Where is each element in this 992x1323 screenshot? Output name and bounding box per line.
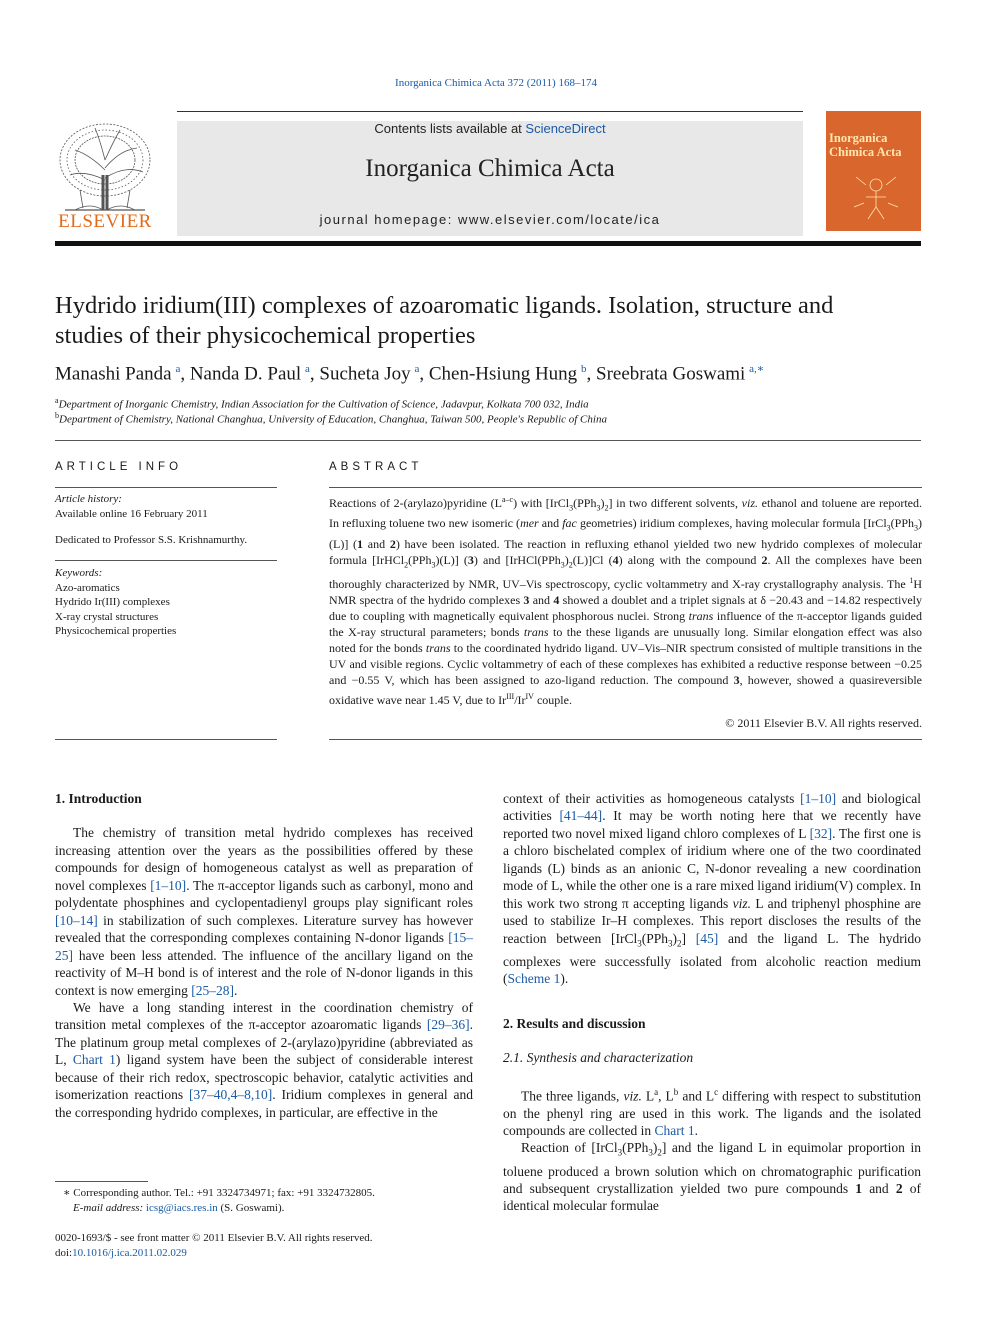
cover-artwork <box>846 167 906 222</box>
affiliation-text: Department of Inorganic Chemistry, Indian Association for the Cultivation of Science, Jadavpur, Kolkata 700 032, India <box>58 398 589 411</box>
sciencedirect-link[interactable]: ScienceDirect <box>525 121 606 136</box>
email-label: E-mail address: <box>73 1201 146 1214</box>
keywords-label: Keywords: <box>55 567 103 579</box>
email-suffix: (S. Goswami). <box>217 1201 285 1214</box>
article-info-heading: ARTICLE INFO <box>55 461 183 473</box>
cover-title <box>829 131 919 159</box>
masthead-bottom-rule <box>55 241 921 246</box>
footnote-rule <box>55 1181 148 1182</box>
author-affiliation-link[interactable]: a,∗ <box>749 363 765 375</box>
intro-paragraph-2-continued: context of their activities as homogeneous catalysts [1–10] and biological activities [41–44]. It may be worth noting here that we recently have reported two novel mixed ligand chloro complexes of L [32]. The first one is a chloro bischelated complex of iridium where one of the two coordinated ligands (L) binds as an anionic C, N-donor revealing a new coordination mode of L, while the other one is a rare mixed ligand iridium(V) complex. In this work two strong π accepting ligands viz. L and triphenyl phosphine are used to stabilize Ir–H complexes. This report discloses the results of the reaction between $[IrCl_3(PPh_3)_2]$ [45] and the ligand L. The hydrido complexes were successfully isolated from alcoholic reaction medium (Scheme 1). <box>503 791 921 987</box>
affiliation-marker: b <box>55 411 59 420</box>
author-name: Sucheta Joy <box>319 363 411 385</box>
homepage-prefix: journal homepage: <box>319 212 458 227</box>
spacer <box>55 807 473 824</box>
article-info-bottom-rule <box>55 739 277 740</box>
journal-cover-image <box>826 111 921 231</box>
affiliation-marker: a <box>55 396 59 405</box>
citation-link[interactable]: [29–36] <box>426 1017 470 1033</box>
journal-title: Inorganica Chimica Acta <box>365 155 615 182</box>
keywords-block <box>55 566 277 639</box>
cover-title-line-1: Inorganica <box>829 131 888 145</box>
dedication: Dedicated to Professor S.S. Krishnamurthy. <box>55 534 248 546</box>
abstract-heading: ABSTRACT <box>329 461 423 473</box>
citation-link[interactable]: [1–10] <box>150 877 187 893</box>
masthead-top-rule <box>177 111 803 112</box>
citation-link[interactable]: [32] <box>809 825 833 841</box>
introduction-heading: 1. Introduction <box>55 791 142 806</box>
doi-link[interactable]: 10.1016/j.ica.2011.02.029 <box>72 1246 187 1259</box>
article-history <box>55 492 277 521</box>
keyword-item: Hydrido Ir(III) complexes <box>55 596 170 608</box>
spacer <box>503 1032 921 1049</box>
citation-link[interactable]: [25–28] <box>191 982 234 998</box>
author-list: Manashi Panda $^a$, Nanda D. Paul $^a$, Sucheta Joy $^a$, Chen-Hsiung Hung $^b$, Sreebrata Goswami $^{a,∗}$ <box>55 363 765 385</box>
results-heading: 2. Results and discussion <box>503 1015 646 1031</box>
author-name: Chen-Hsiung Hung <box>428 363 578 385</box>
keyword-item: Physicochemical properties <box>55 625 177 637</box>
homepage-url[interactable]: www.elsevier.com/locate/ica <box>457 212 661 227</box>
spacer <box>503 1067 921 1084</box>
abstract-copyright: © 2011 Elsevier B.V. All rights reserved. <box>725 716 922 730</box>
doi-line <box>55 1246 475 1261</box>
synthesis-heading: 2.1. Synthesis and characterization <box>503 1050 694 1066</box>
cover-title-line-2: Chimica Acta <box>829 145 902 159</box>
citation-link[interactable]: [15–25] <box>55 930 473 963</box>
article-info-rule <box>55 487 277 488</box>
abstract-text: Reactions of 2-(arylazo)pyridine $(L^{a-c})$ with $[IrCl_3(PPh_3)_2]$ in two different solvents, viz. ethanol and toluene are reported. In refluxing toluene two new isomeric (mer and fac geometries) iridium complexes, having molecular formula [IrCl$_3$(PPh$_3$)(L)] (1 and 2) have been isolated. The reaction in refluxing ethanol yielded two new hydrido complexes of molecular formula [IrHCl$_2$(PPh$_3$)(L)] (3) and $[IrHCl(PPh_3)_2(L)]Cl$ (4) along with the compound 2. All the complexes have been thoroughly characterized by NMR, UV–Vis spectroscopy, cyclic voltammetry and X-ray crystallography analysis. The $^1$H NMR spectra of the hydrido complexes 3 and 4 showed a doublet and a triplet signals at δ −20.43 and −14.82 respectively due to coupling with magnetically equivalent phosphorous nuclei. Strong trans influence of the π-acceptor ligands guided the X-ray structural parameters; bonds trans to the these ligands are unusually long. Similar elongation effect was also noted for the bonds trans to the coordinated hydrido ligand. UV–Vis–NIR spectrum consisted of multiple transitions in the UV and visible regions. Cyclic voltammetry of each of these complexes has exhibited a reductive response between −0.25 and −0.55 V, which has been assigned to azo-ligand reduction. The compound 3, however, showed a quasireversible oxidative wave near 1.45 V, due to $Ir^{III}/Ir^{IV}$ couple. <box>329 495 923 707</box>
title-line-2: studies of their physicochemical properties <box>55 322 476 349</box>
journal-homepage <box>177 212 803 227</box>
author-affiliation-link[interactable]: b <box>581 363 587 375</box>
author-affiliation-link[interactable]: a <box>414 363 420 375</box>
affiliation-rule <box>55 440 921 441</box>
scheme-link[interactable]: Scheme 1 <box>507 971 561 987</box>
author-affiliation-link[interactable]: a <box>175 363 181 375</box>
body-left-column <box>55 790 473 1121</box>
journal-reference[interactable]: Inorganica Chimica Acta 372 (2011) 168–174 <box>395 77 597 89</box>
chart-link[interactable]: Chart 1 <box>72 1052 116 1068</box>
body-right-column <box>503 790 921 1215</box>
author-name: Nanda D. Paul <box>189 363 302 385</box>
keywords-rule <box>55 560 277 561</box>
article-history-label: Article history: <box>55 493 122 505</box>
front-matter-footnote <box>55 1231 475 1260</box>
issn-line: 0020-1693/$ - see front matter © 2011 Elsevier B.V. All rights reserved. <box>55 1232 373 1244</box>
contents-line <box>177 121 803 136</box>
citation-link[interactable]: [10–14] <box>55 912 98 928</box>
article-title <box>55 291 935 351</box>
affiliation-b <box>55 411 925 426</box>
chart-link[interactable]: Chart 1 <box>654 1122 695 1138</box>
affiliation-text: Department of Chemistry, National Changhua, University of Education, Changhua, Taiwan 500, People's Republic of China <box>59 413 607 426</box>
results-paragraph-1: The three ligands, viz. $L^a$, $L^b$ and $L^c$ differing with respect to substitution on the phenyl ring are used in this work. The ligands and the isolated compounds are collected in Chart 1. <box>503 1086 922 1138</box>
author-name: Manashi Panda <box>55 363 172 385</box>
corresponding-author: ∗ Corresponding author. Tel.: +91 3324734971; fax: +91 3324732805. <box>63 1187 375 1199</box>
intro-paragraph-2: We have a long standing interest in the coordination chemistry of transition metal complexes of the π-acceptor azoaromatic ligands [29–36]. The platinum group metal complexes of 2-(arylazo)pyridine (abbreviated as L, Chart 1) ligand system have been the subject of considerable interest because of their rich redox, spectroscopic behavior, catalytic activities and isomerization reactions [37–40,4–8,10]. Iridium complexes in general and the corresponding hydrido complexes, in particular, are effective in the <box>55 999 474 1120</box>
citation-link[interactable]: [1–10] <box>800 791 837 806</box>
keyword-item: Azo-aromatics <box>55 581 120 594</box>
contents-prefix: Contents lists available at <box>374 121 526 136</box>
email-link[interactable]: icsg@iacs.res.in <box>145 1201 218 1214</box>
corresponding-author-footnote <box>55 1186 475 1215</box>
email-line <box>55 1201 475 1216</box>
results-paragraph-2: Reaction of $[IrCl_3(PPh_3)_2]$ and the ligand L in equimolar proportion in toluene produced a brown solution which on chromatographic purification and subsequent crystallization yielded two pure compounds 1 and 2 of identical molecular formulae <box>503 1140 921 1214</box>
spacer <box>503 988 921 1015</box>
elsevier-wordmark: ELSEVIER <box>58 211 152 232</box>
affiliation-a <box>55 396 925 411</box>
title-line-1: Hydrido iridium(III) complexes of azoaromatic ligands. Isolation, structure and <box>55 292 834 319</box>
intro-paragraph-1: The chemistry of transition metal hydrido complexes has received increasing attention over the years as the possibilities offered by these compounds for design of homogeneous catalyst as well as preparation of novel complexes [1–10]. The π-acceptor ligands such as carbonyl, mono and polydentate phosphines and cyclopentadienyl groups play significant roles [10–14] in stabilization of such complexes. Literature survey has however revealed that the corresponding complexes containing N-donor ligands [15–25] have been less attended. The influence of the ancillary ligand on the reactivity of M–H bond is of interest and the role of N-donor ligands in this context is now emerging [25–28]. <box>55 825 473 998</box>
keyword-item: X-ray crystal structures <box>55 610 159 623</box>
abstract-bottom-rule <box>329 739 922 740</box>
citation-link[interactable]: [45] <box>695 930 719 946</box>
article-history-value: Available online 16 February 2011 <box>55 507 208 520</box>
author-name: Sreebrata Goswami <box>596 363 746 385</box>
author-affiliation-link[interactable]: a <box>304 363 310 375</box>
abstract-rule <box>329 487 922 488</box>
citation-link[interactable]: [41–44] <box>559 808 603 824</box>
doi-prefix: doi: <box>55 1246 73 1259</box>
citation-link[interactable]: [37–40,4–8,10] <box>188 1087 273 1103</box>
